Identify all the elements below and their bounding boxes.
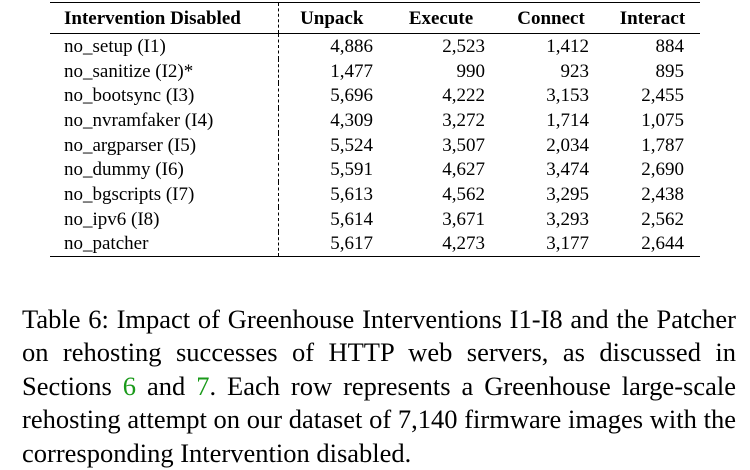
results-table-container <box>50 2 700 257</box>
row-name: no_setup (I1) <box>50 34 278 59</box>
row-name: no_dummy (I6) <box>50 157 278 182</box>
cell-execute: 2,523 <box>385 34 497 59</box>
cell-interact: 884 <box>605 34 700 59</box>
row-name: no_bgscripts (I7) <box>50 182 278 207</box>
cell-unpack: 1,477 <box>278 59 385 84</box>
cell-execute: 4,273 <box>385 232 497 257</box>
row-name: no_ipv6 (I8) <box>50 207 278 232</box>
cell-unpack: 5,614 <box>278 207 385 232</box>
cell-connect: 3,293 <box>497 207 605 232</box>
table-row <box>50 207 700 232</box>
cell-execute: 3,507 <box>385 133 497 158</box>
cell-interact: 2,438 <box>605 182 700 207</box>
cell-connect: 2,034 <box>497 133 605 158</box>
table-row <box>50 83 700 108</box>
table-row <box>50 59 700 84</box>
section-6-link[interactable]: 6 <box>123 371 136 401</box>
cell-execute: 4,627 <box>385 157 497 182</box>
cell-unpack: 5,617 <box>278 232 385 257</box>
cell-unpack: 5,524 <box>278 133 385 158</box>
cell-interact: 2,644 <box>605 232 700 257</box>
caption-text-end: . Each row represents a Greenhouse large-scale rehosting attempt on our dataset of 7,140 firmware images with the corresponding Intervention disabled. <box>22 371 736 468</box>
header-execute: Execute <box>385 3 497 34</box>
row-name: no_sanitize (I2)* <box>50 59 278 84</box>
table-header-row <box>50 3 700 34</box>
cell-interact: 2,690 <box>605 157 700 182</box>
header-interact: Interact <box>605 3 700 34</box>
cell-interact: 895 <box>605 59 700 84</box>
row-name: no_nvramfaker (I4) <box>50 108 278 133</box>
caption-text-start: Table 6: Impact of Greenhouse Interventions I1-I8 and the Patcher on rehosting successes of HTTP web servers, as discussed in Sections <box>22 304 736 401</box>
row-name: no_argparser (I5) <box>50 133 278 158</box>
header-connect: Connect <box>497 3 605 34</box>
cell-interact: 1,787 <box>605 133 700 158</box>
cell-connect: 3,474 <box>497 157 605 182</box>
cell-execute: 3,272 <box>385 108 497 133</box>
section-7-link[interactable]: 7 <box>196 371 209 401</box>
row-name: no_patcher <box>50 232 278 257</box>
table-row <box>50 232 700 257</box>
table-row <box>50 157 700 182</box>
cell-execute: 4,562 <box>385 182 497 207</box>
cell-interact: 2,562 <box>605 207 700 232</box>
row-name: no_bootsync (I3) <box>50 83 278 108</box>
cell-connect: 3,295 <box>497 182 605 207</box>
cell-connect: 1,714 <box>497 108 605 133</box>
table-row <box>50 133 700 158</box>
cell-interact: 1,075 <box>605 108 700 133</box>
cell-connect: 923 <box>497 59 605 84</box>
cell-execute: 4,222 <box>385 83 497 108</box>
caption-text-and: and <box>136 371 196 401</box>
cell-unpack: 5,591 <box>278 157 385 182</box>
cell-unpack: 5,613 <box>278 182 385 207</box>
header-unpack: Unpack <box>278 3 385 34</box>
table-row <box>50 182 700 207</box>
table-caption <box>22 303 736 470</box>
cell-connect: 1,412 <box>497 34 605 59</box>
cell-connect: 3,153 <box>497 83 605 108</box>
header-intervention-disabled: Intervention Disabled <box>50 3 278 34</box>
cell-execute: 990 <box>385 59 497 84</box>
cell-unpack: 4,886 <box>278 34 385 59</box>
cell-execute: 3,671 <box>385 207 497 232</box>
table-row <box>50 34 700 59</box>
intervention-results-table <box>50 2 700 257</box>
cell-connect: 3,177 <box>497 232 605 257</box>
cell-interact: 2,455 <box>605 83 700 108</box>
cell-unpack: 4,309 <box>278 108 385 133</box>
table-row <box>50 108 700 133</box>
cell-unpack: 5,696 <box>278 83 385 108</box>
